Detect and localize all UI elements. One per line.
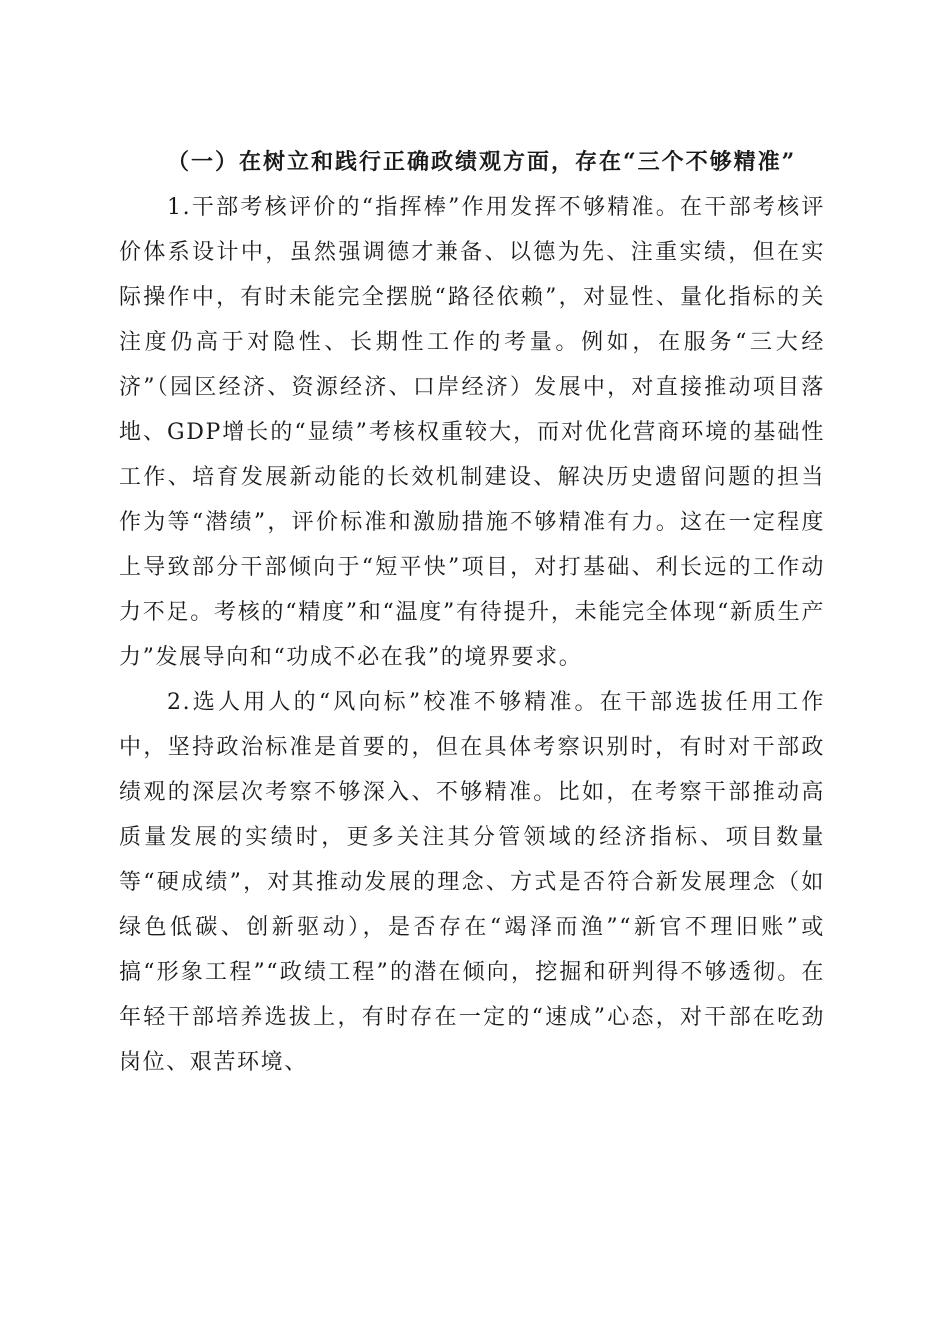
section-heading: （一）在树立和践行正确政绩观方面，存在“三个不够精准”: [167, 149, 797, 175]
paragraph-1: 1.干部考核评价的“指挥棒”作用发挥不够精准。在干部考核评价体系设计中，虽然强调德才兼备、以德为先、注重实绩，但在实际操作中，有时未能完全摆脱“路径依赖”，对显性、量化指标的关注度仍高于对隐性、长期性工作的考量。例如，在服务“三大经济”（园区经济、资源经济、口岸经济）发展中，对直接推动项目落地、GDP增长的“显绩”考核权重较大，而对优化营商环境的基础性工作、培育发展新动能的长效机制建设、解决历史遗留问题的担当作为等“潜绩”，评价标准和激励措施不够精准有力。这在一定程度上导致部分干部倾向于“短平快”项目，对打基础、利长远的工作动力不足。考核的“精度”和“温度”有待提升，未能完全体现“新质生产力”发展导向和“功成不必在我”的境界要求。: [119, 195, 825, 670]
paragraph-2: 2.选人用人的“风向标”校准不够精准。在干部选拔任用工作中，坚持政治标准是首要的，但在具体考察识别时，有时对干部政绩观的深层次考察不够深入、不够精准。比如，在考察干部推动高质量发展的实绩时，更多关注其分管领域的经济指标、项目数量等“硬成绩”，对其推动发展的理念、方式是否符合新发展理念（如绿色低碳、创新驱动），是否存在“竭泽而渔”“新官不理旧账”或搞“形象工程”“政绩工程”的潜在倾向，挖掘和研判得不够透彻。在年轻干部培养选拔上，有时存在一定的“速成”心态，对干部在吃劲岗位、艰苦环境、: [119, 690, 825, 1075]
document-body: [119, 140, 825, 1085]
